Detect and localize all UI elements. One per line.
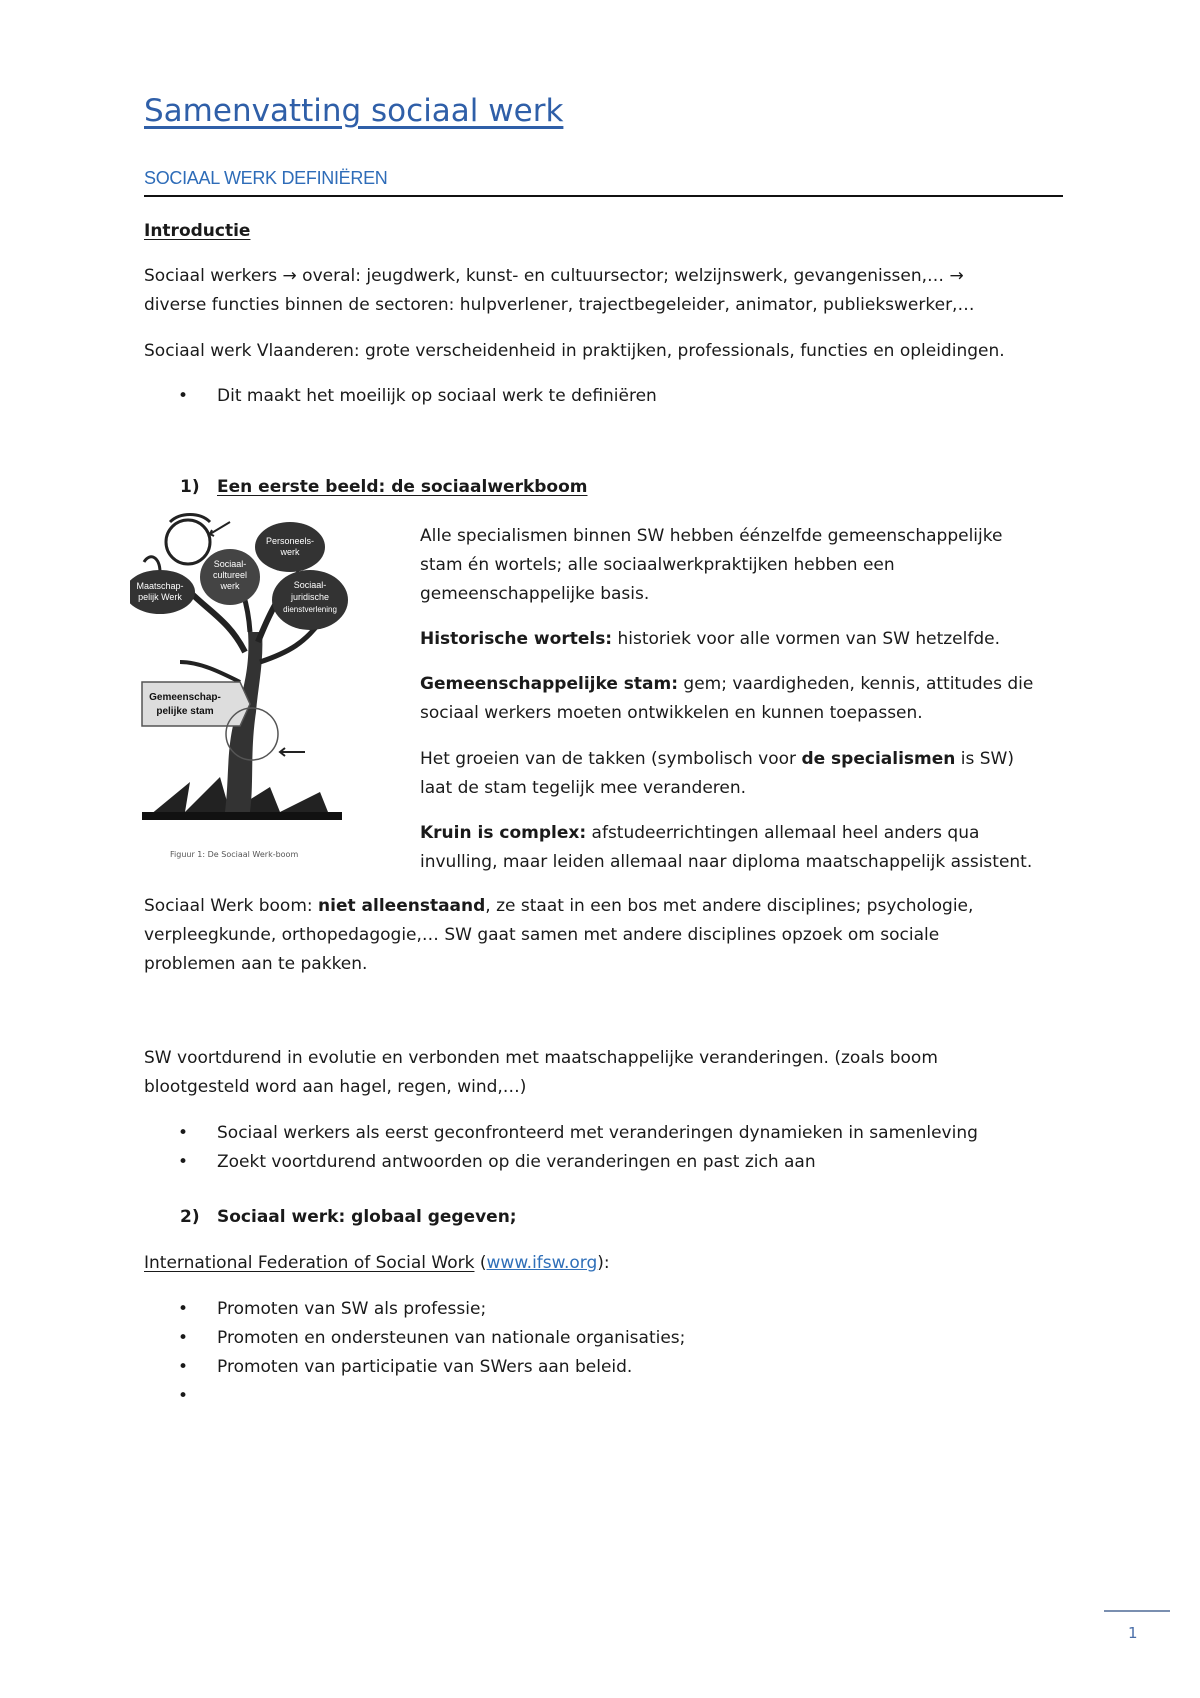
ifsw-name: International Federation of Social Work xyxy=(144,1253,475,1273)
section-2-title: Sociaal werk: globaal gegeven; xyxy=(217,1207,517,1227)
label-maatschap-2: pelijk Werk xyxy=(138,592,182,602)
section-2-number: 2) xyxy=(180,1207,200,1227)
bullet-dot: • xyxy=(178,1123,189,1143)
ifsw-bullet-2: Promoten en ondersteunen van nationale organisaties; xyxy=(217,1328,686,1348)
label-socultureel-2: cultureel xyxy=(212,570,248,580)
bullet-dot: • xyxy=(178,1386,189,1406)
tree-paragraph-line-3: gemeenschappelijke basis. xyxy=(420,584,650,604)
tree-paragraph-line-2: stam én wortels; alle sociaalwerkpraktijken hebben een xyxy=(420,555,895,575)
boom-paragraph-line-2: verpleegkunde, orthopedagogie,… SW gaat samen met andere disciplines opzoek om sociale xyxy=(144,925,940,945)
label-personeelswerk-1: Personeels- xyxy=(265,536,315,546)
bullet-dot: • xyxy=(178,386,189,406)
historische-wortels: Historische wortels: historiek voor alle vormen van SW hetzelfde. xyxy=(420,629,1000,649)
heading-sociaal-werk-definieren: SOCIAAL WERK DEFINIËREN xyxy=(144,168,1063,197)
ifsw-link[interactable]: www.ifsw.org xyxy=(486,1253,598,1273)
page-number: 1 xyxy=(1128,1624,1138,1642)
intro-paragraph-2: Sociaal werk Vlaanderen: grote verscheidenheid in praktijken, professionals, functies en opleidingen. xyxy=(144,341,1005,361)
introductie-heading: Introductie xyxy=(144,221,251,241)
bullet-dot: • xyxy=(178,1328,189,1348)
label-stam-1: Gemeenschap- xyxy=(149,692,221,703)
sociaalwerkboom-figure xyxy=(130,512,380,862)
evolutie-paragraph-line-2: blootgesteld word aan hagel, regen, wind,…) xyxy=(144,1077,527,1097)
ifsw-bullet-1: Promoten van SW als professie; xyxy=(217,1299,487,1319)
takken-line-1: Het groeien van de takken (symbolisch voor de specialismen is SW) xyxy=(420,749,1014,769)
boom-paragraph-line-3: problemen aan te pakken. xyxy=(144,954,368,974)
kruin-line-1: Kruin is complex: afstudeerrichtingen allemaal heel anders qua xyxy=(420,823,980,843)
intro-paragraph-line-2: diverse functies binnen de sectoren: hulpverlener, trajectbegeleider, animator, publiekswerker,… xyxy=(144,295,975,315)
label-socultureel-3: werk xyxy=(220,581,240,591)
label-juridisch-3: dienstverlening xyxy=(283,605,337,614)
bullet-dot: • xyxy=(178,1152,189,1172)
document-title: Samenvatting sociaal werk xyxy=(144,93,564,129)
intro-bullet: Dit maakt het moeilijk op sociaal werk te definiëren xyxy=(217,386,657,406)
bullet-dot: • xyxy=(178,1357,189,1377)
intro-paragraph-line-1: Sociaal werkers → overal: jeugdwerk, kunst- en cultuursector; welzijnswerk, gevangenissen,… → xyxy=(144,266,964,286)
section-1-title: Een eerste beeld: de sociaalwerkboom xyxy=(217,477,588,497)
section-1-number: 1) xyxy=(180,477,200,497)
bullet-dot: • xyxy=(178,1299,189,1319)
gemeenschappelijke-stam-line-1: Gemeenschappelijke stam: gem; vaardigheden, kennis, attitudes die xyxy=(420,674,1034,694)
label-socultureel-1: Sociaal- xyxy=(213,559,247,569)
kruin-line-2: invulling, maar leiden allemaal naar diploma maatschappelijk assistent. xyxy=(420,852,1033,872)
ifsw-bullet-3: Promoten van participatie van SWers aan beleid. xyxy=(217,1357,633,1377)
evolutie-bullet-1: Sociaal werkers als eerst geconfronteerd met veranderingen dynamieken in samenleving xyxy=(217,1123,978,1143)
takken-line-2: laat de stam tegelijk mee veranderen. xyxy=(420,778,747,798)
ifsw-line: International Federation of Social Work (www.ifsw.org): xyxy=(144,1253,610,1273)
evolutie-paragraph-line-1: SW voortdurend in evolutie en verbonden met maatschappelijke veranderingen. (zoals boom xyxy=(144,1048,938,1068)
figure-caption: Figuur 1: De Sociaal Werk-boom xyxy=(170,850,299,859)
label-stam-2: pelijke stam xyxy=(156,706,214,717)
label-juridisch-2: juridische xyxy=(290,592,330,602)
boom-paragraph-line-1: Sociaal Werk boom: niet alleenstaand, ze staat in een bos met andere disciplines; psychologie, xyxy=(144,896,974,916)
stam-label-box xyxy=(142,682,250,726)
label-personeelswerk-2: werk xyxy=(280,547,300,557)
tree-paragraph-line-1: Alle specialismen binnen SW hebben éénzelfde gemeenschappelijke xyxy=(420,526,1003,546)
label-juridisch-1: Sociaal- xyxy=(293,580,327,590)
label-maatschap-1: Maatschap- xyxy=(136,581,184,591)
page-number-rule xyxy=(1104,1610,1170,1612)
evolutie-bullet-2: Zoekt voortdurend antwoorden op die veranderingen en past zich aan xyxy=(217,1152,816,1172)
gemeenschappelijke-stam-line-2: sociaal werkers moeten ontwikkelen en kunnen toepassen. xyxy=(420,703,923,723)
tree-illustration xyxy=(130,512,380,862)
